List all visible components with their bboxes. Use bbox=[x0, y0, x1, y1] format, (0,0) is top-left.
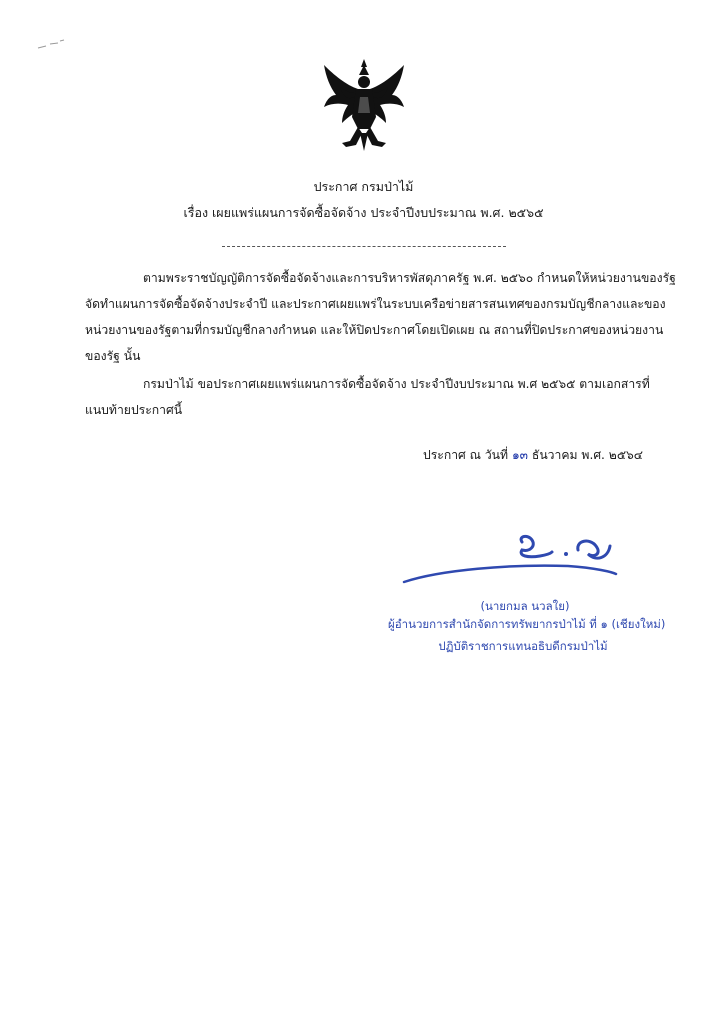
garuda-emblem-icon bbox=[320, 57, 408, 153]
date-day: ๑๓ bbox=[511, 448, 529, 462]
handwritten-signature-icon bbox=[400, 528, 620, 590]
announcement-title: ประกาศ กรมป่าไม้ bbox=[313, 179, 414, 194]
signer-name: (นายกมล นวลใย) bbox=[480, 599, 570, 613]
date-suffix: ธันวาคม พ.ศ. ๒๕๖๔ bbox=[531, 448, 644, 462]
body-line-5: กรมป่าไม้ ขอประกาศเผยแพร่แผนการจัดซื้อจัดจ้าง ประจำปีงบประมาณ พ.ศ ๒๕๖๕ ตามเอกสารที่ bbox=[143, 377, 650, 391]
signer-acting-for: ปฏิบัติราชการแทนอธิบดีกรมป่าไม้ bbox=[438, 639, 608, 653]
dashed-divider bbox=[222, 246, 506, 247]
announcement-subject: เรื่อง เผยแพร่แผนการจัดซื้อจัดจ้าง ประจำปีงบประมาณ พ.ศ. ๒๕๖๕ bbox=[183, 205, 544, 220]
announcement-date bbox=[423, 446, 643, 465]
scan-mark bbox=[36, 38, 66, 52]
body-line-4: ของรัฐ นั้น bbox=[85, 349, 141, 363]
body-line-3: หน่วยงานของรัฐตามที่กรมบัญชีกลางกำหนด และให้ปิดประกาศโดยเปิดเผย ณ สถานที่ปิดประกาศของหน่วยงาน bbox=[85, 323, 664, 337]
signer-position: ผู้อำนวยการสำนักจัดการทรัพยากรป่าไม้ ที่ ๑ (เชียงใหม่) bbox=[388, 617, 666, 631]
body-line-1: ตามพระราชบัญญัติการจัดซื้อจัดจ้างและการบริหารพัสดุภาครัฐ พ.ศ. ๒๕๖๐ กำหนดให้หน่วยงานของรัฐ bbox=[143, 271, 676, 285]
date-prefix: ประกาศ ณ วันที่ bbox=[423, 448, 509, 462]
body-line-2: จัดทำแผนการจัดซื้อจัดจ้างประจำปี และประกาศเผยแพร่ในระบบเครือข่ายสารสนเทศของกรมบัญชีกลางและของ bbox=[85, 297, 666, 311]
body-line-6: แนบท้ายประกาศนี้ bbox=[85, 403, 183, 417]
